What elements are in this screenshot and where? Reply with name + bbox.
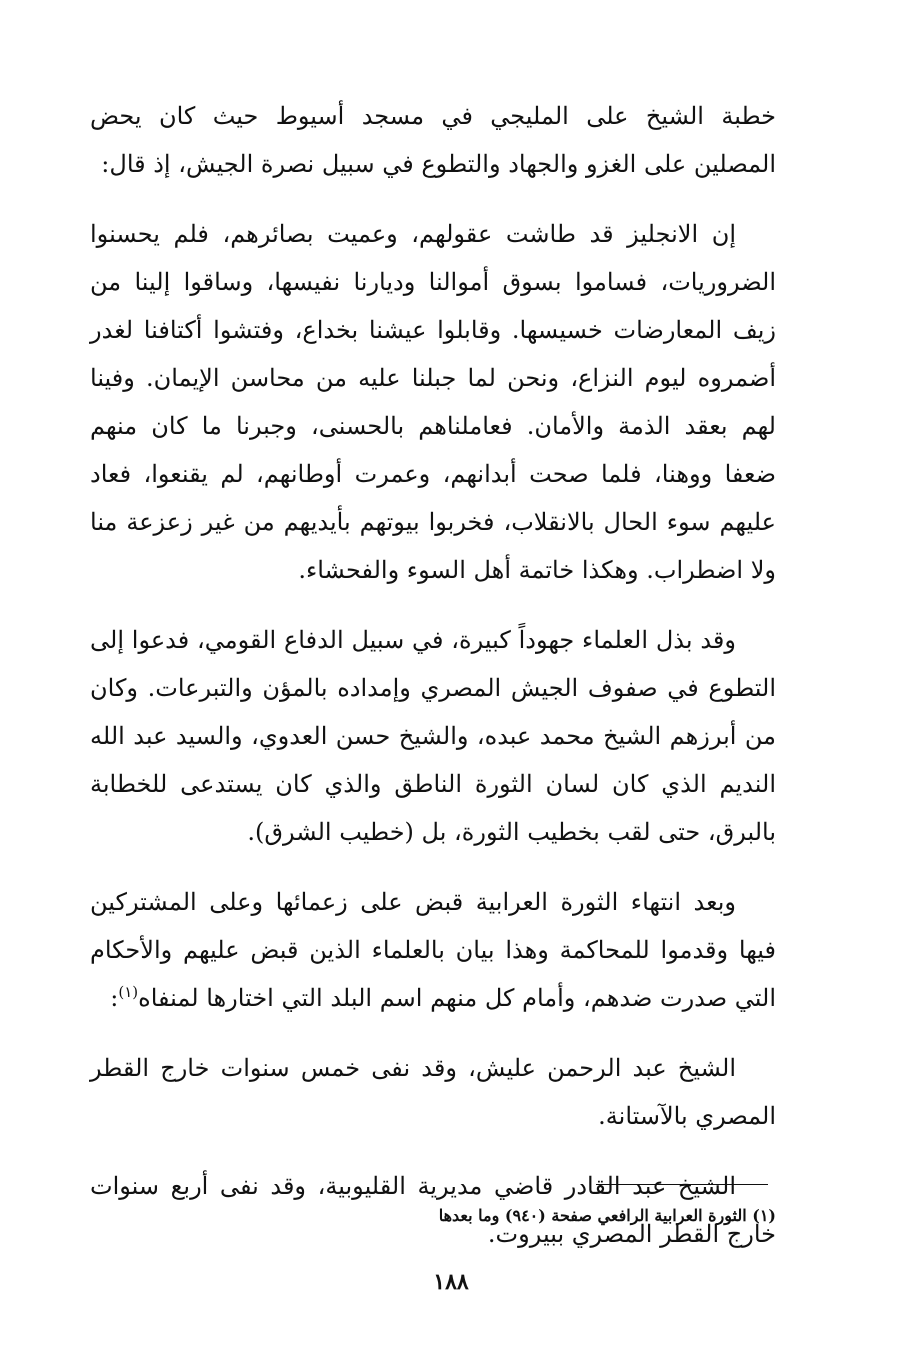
paragraph-after-revolution bbox=[90, 878, 776, 1022]
paragraph-exile-ilish: الشيخ عبد الرحمن عليش، وقد نفى خمس سنوات خارج القطر المصري بالآستانة. bbox=[90, 1054, 776, 1130]
page-number: ١٨٨ bbox=[433, 1269, 469, 1295]
paragraph-intro: خطبة الشيخ على المليجي في مسجد أسيوط حيث كان يحض المصلين على الغزو والجهاد والتطوع في سبيل نصرة الجيش، إذ قال: bbox=[90, 102, 776, 178]
paragraph-after-revolution-colon: : bbox=[110, 984, 119, 1012]
page-body bbox=[90, 92, 776, 1280]
paragraph-speech: إن الانجليز قد طاشت عقولهم، وعميت بصائرهم، فلم يحسنوا الضروريات، فساموا بسوق أموالنا وديارنا نفيسها، وساقوا إلينا من زيف المعارضات خسيسها. وقابلوا عيشنا بخداع، وفتشوا أكتافنا لغدر أضمروه ليوم النزاع، ونحن لما جبلنا عليه من محاسن الإيمان. وفينا لهم بعقد الذمة والأمان. فعاملناهم بالحسنى، وجبرنا ما كان منهم ضعفا ووهنا، فلما صحت أبدانهم، وعمرت أوطانهم، لم يقنعوا، فعاد عليهم سوء الحال بالانقلاب، فخربوا بيوتهم بأيديهم من غير زعزعة منا ولا اضطراب. وهكذا خاتمة أهل السوء والفحشاء. bbox=[90, 220, 776, 584]
footnote-reference[interactable]: (١) bbox=[118, 983, 139, 1001]
paragraph-exile-abdelqader: الشيخ عبد القادر قاضي مديرية القليوبية، وقد نفى أربع سنوات خارج القطر المصري ببيروت. bbox=[90, 1172, 776, 1248]
footnote-divider bbox=[596, 1184, 768, 1185]
paragraph-after-revolution-text: وبعد انتهاء الثورة العرابية قبض على زعمائها وعلى المشتركين فيها وقدموا للمحاكمة وهذا بيان بالعلماء الذين قبض عليهم والأحكام التي صدرت ضدهم، وأمام كل منهم اسم البلد التي اختارها لمنفاه bbox=[90, 888, 776, 1012]
paragraph-scholars-efforts: وقد بذل العلماء جهوداً كبيرة، في سبيل الدفاع القومي، فدعوا إلى التطوع في صفوف الجيش المصري وإمداده بالمؤن والتبرعات. وكان من أبرزهم الشيخ محمد عبده، والشيخ حسن العدوي، والسيد عبد الله النديم الذي كان لسان الثورة الناطق والذي كان يستدعى للخطابة بالبرق، حتى لقب بخطيب الثورة، بل (خطيب الشرق). bbox=[90, 626, 776, 846]
footnote: (١) الثورة العرابية الرافعي صفحة (٩٤٠) وما بعدها bbox=[438, 1206, 776, 1225]
